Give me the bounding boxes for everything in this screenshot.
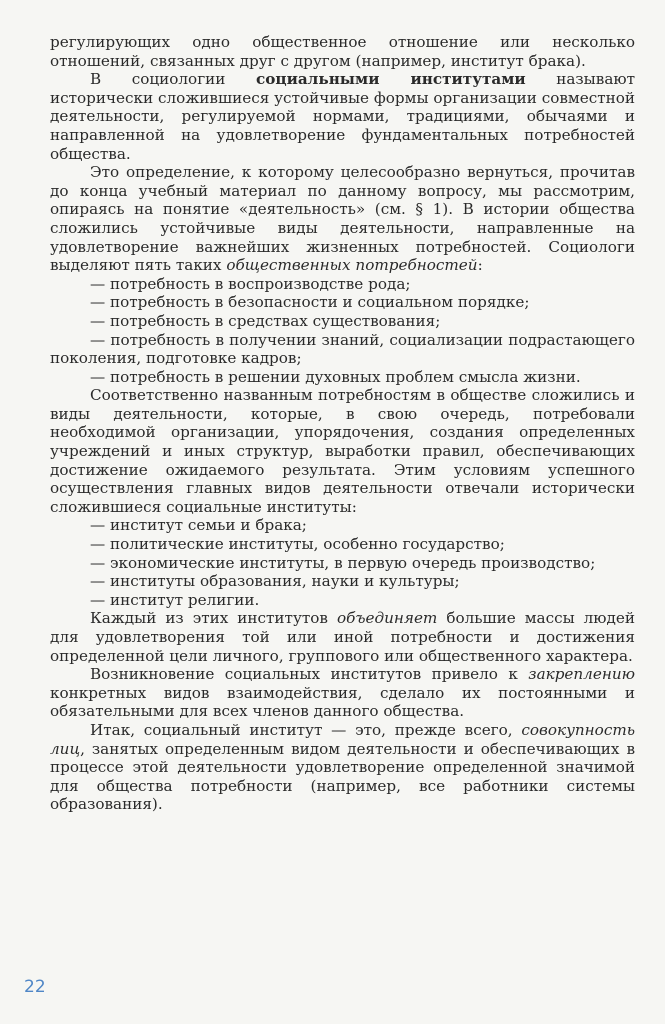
list-item [50, 331, 635, 368]
text-run: — потребность в воспроизводстве рода; [90, 274, 411, 293]
paragraph [50, 386, 635, 516]
text-run: — экономические институты, в первую очередь производство; [90, 553, 596, 572]
page-number: 22 [24, 977, 46, 997]
list-item [50, 591, 635, 610]
paragraph [50, 33, 635, 70]
text-run: называют исторически сложившиеся устойчивые формы организации совместной деятельности, регулируемой нормами, традициями, обычаями и направленной на удовлетворение фундаментальных потребностей общества. [50, 70, 635, 163]
text-run: — потребность в средствах существования; [90, 311, 441, 330]
list-item [50, 572, 635, 591]
list-item [50, 312, 635, 331]
text-run: В социологии [90, 70, 256, 89]
text-run: Итак, социальный институт — это, прежде всего, [90, 720, 522, 739]
list-item [50, 368, 635, 387]
italic-term: общественных потребностей [226, 256, 478, 275]
italic-term: объединяет [336, 609, 438, 628]
text-run: — потребность в безопасности и социальном порядке; [90, 293, 530, 312]
text-run: , занятых определенным видом деятельности и обеспечивающих в процессе этой деятельности удовлетворение определенной значимой для общества потребности (например, все работники системы образования). [50, 739, 635, 814]
paragraph [50, 163, 635, 275]
list-item [50, 516, 635, 535]
body-text [50, 33, 635, 814]
list-item [50, 293, 635, 312]
text-run: Это определение, к которому целесообразно вернуться, прочитав до конца учебный материал по данному вопросу, мы рассмотрим, опираясь на понятие «деятельность» (см. § 1). В истории общества сложились устойчивые виды деятельности, направленные на удовлетворение важнейших жизненных потребностей. Социологи выделяют пять таких [50, 163, 635, 275]
text-run: регулирующих одно общественное отношение или несколько отношений, связанных друг с другом (например, институт брака). [50, 33, 635, 70]
list-item [50, 554, 635, 573]
paragraph [50, 665, 635, 721]
text-run: — институты образования, науки и культуры; [90, 572, 460, 591]
text-run: — институт семьи и брака; [90, 516, 307, 535]
text-run: Возникновение социальных институтов привело к [90, 665, 529, 684]
text-run: — институт религии. [90, 590, 260, 609]
text-run: Соответственно названным потребностям в обществе сложились и виды деятельности, которые, в свою очередь, потребовали необходимой организации, упорядочения, создания определенных учреждений и иных структур, выработки правил, обеспечивающих достижение ожидаемого результата. Этим условиям успешного осуществления главных видов деятельности отвечали исторически сложившиеся социальные институты: [50, 386, 635, 516]
list-item [50, 535, 635, 554]
paragraph [50, 609, 635, 665]
text-run: — политические институты, особенно государство; [90, 535, 505, 554]
text-run: Каждый из этих институтов [90, 609, 337, 628]
text-run: большие массы людей для удовлетворения той или иной потребности и достижения определенной цели личного, группового или общественного характера. [50, 609, 635, 665]
bold-term: социальными институтами [255, 70, 526, 89]
italic-term: закреплению [528, 665, 635, 684]
paragraph [50, 70, 635, 163]
paragraph [50, 721, 635, 814]
italic-term: совокупность лиц [50, 720, 635, 758]
list-item [50, 275, 635, 294]
text-run: конкретных видов взаимодействия, сделало их постоянными и обязательными для всех членов данного общества. [50, 683, 635, 721]
text-run: : [477, 256, 483, 275]
text-run: — потребность в решении духовных проблем смысла жизни. [90, 367, 581, 386]
text-run: — потребность в получении знаний, социализации подрастающего поколения, подготовке кадров; [50, 330, 635, 368]
